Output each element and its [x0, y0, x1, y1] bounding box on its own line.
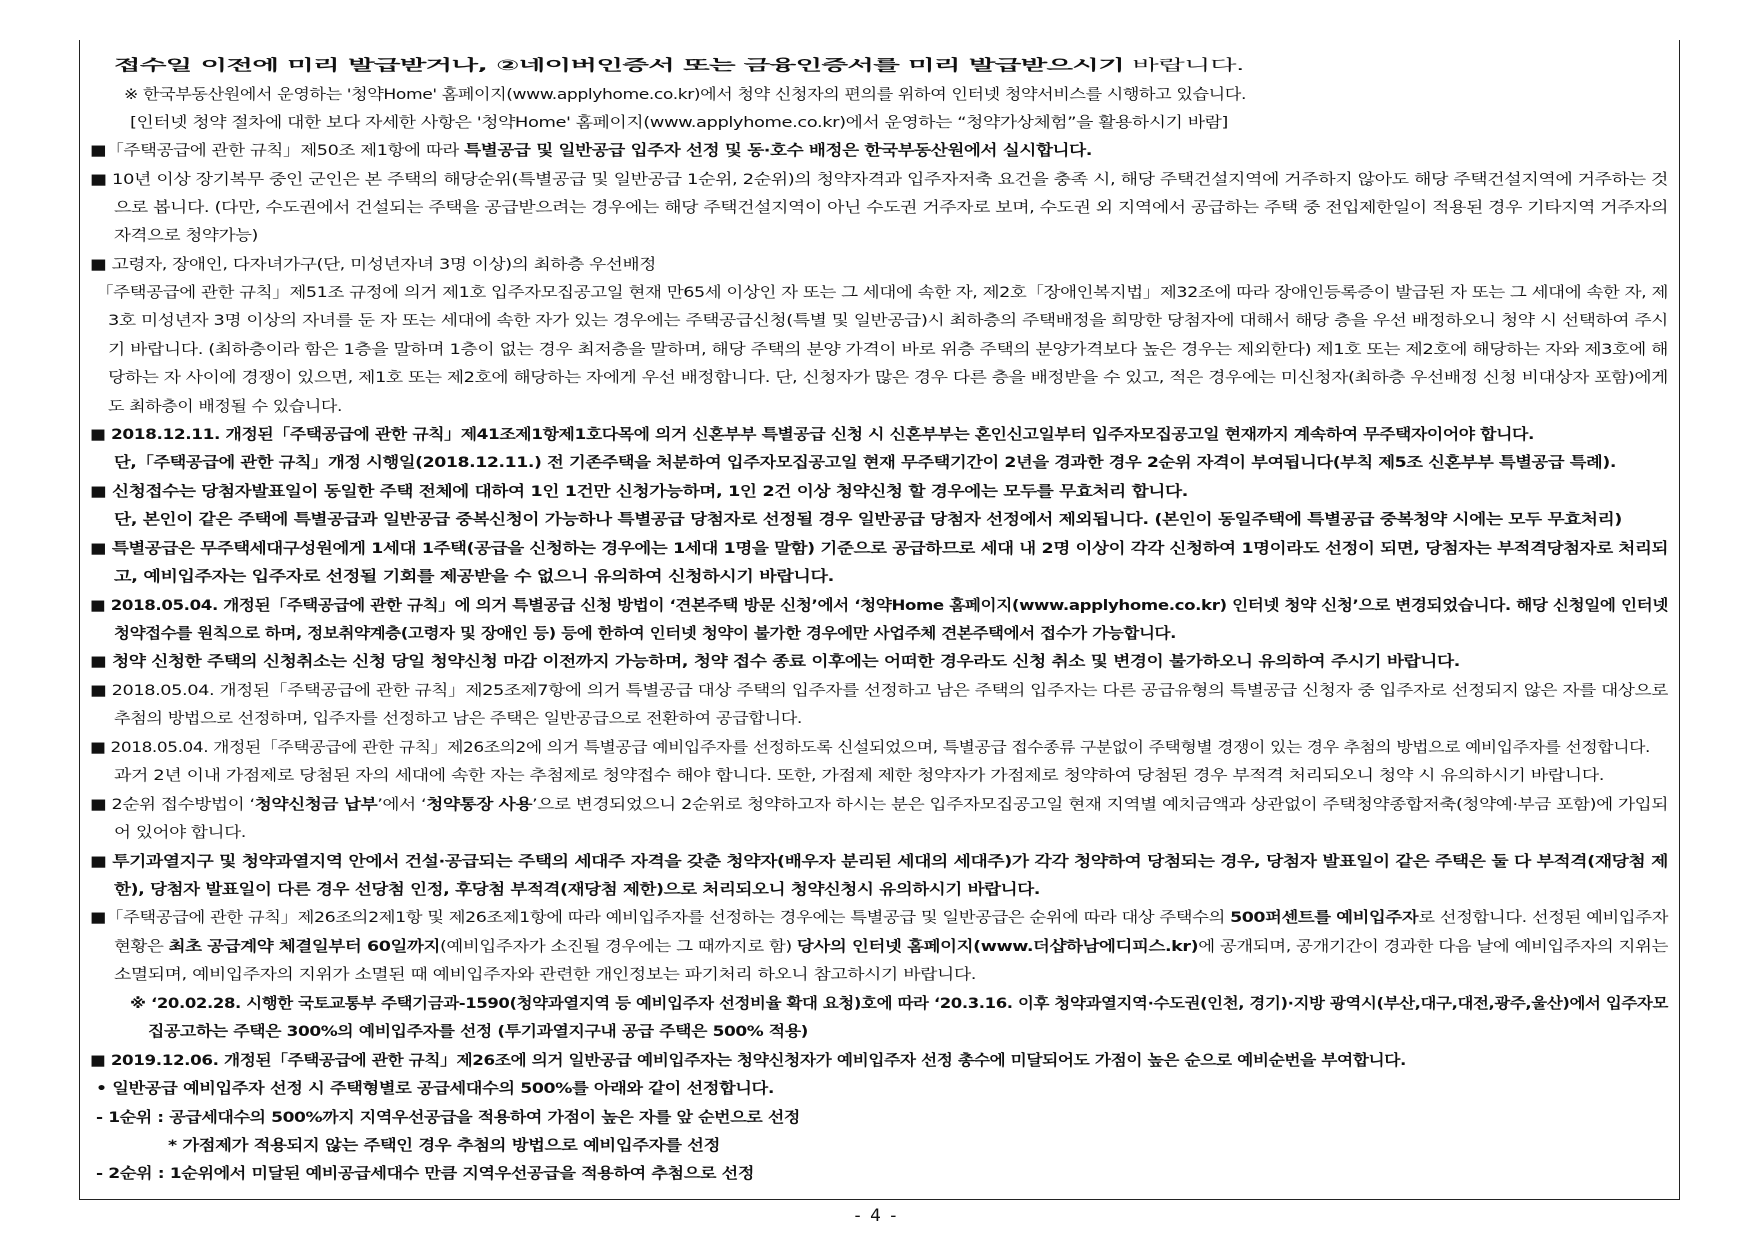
- notice-line: [90, 170, 1668, 190]
- notice-line: [90, 681, 1668, 701]
- notice-line-text: [114, 453, 1616, 473]
- notice-line-text: [108, 311, 1668, 331]
- text-run: 과거 2년 이내 가점제로 당첨된 자의 세대에 속한 자는 추첨제로 청약접수 해야 합니다. 또한, 가점제 제한 청약자가 가점제로 청약하여 당첨된 경우 부적격 처리되오니 청약 시 유의하시기 바랍니다.: [114, 767, 1604, 784]
- notice-line: [108, 368, 1668, 388]
- notice-line: [90, 795, 1668, 815]
- text-run: 소멸되며, 예비입주자의 지위가 소멸된 때 예비입주자와 관련한 개인정보는 파기처리 하오니 참고하시기 바랍니다.: [114, 966, 976, 983]
- notice-line-text: [90, 425, 1534, 445]
- text-run: ’에서 ‘: [377, 796, 427, 813]
- bold-text: - 2순위 : 1순위에서 미달된 예비공급세대수 만큼 지역우선공급을 적용하여 추첨으로 선정: [96, 1165, 754, 1182]
- notice-line: [90, 425, 1534, 445]
- notice-line-text: [96, 1108, 800, 1128]
- notice-line: [96, 1108, 800, 1128]
- bold-text: ■ 신청접수는 당첨자발표일이 동일한 주택 전체에 대하여 1인 1건만 신청가능하며, 1인 2건 이상 청약신청 할 경우에는 모두를 무효처리 합니다.: [90, 483, 1188, 500]
- bold-text: 한), 당첨자 발표일이 다른 경우 선당첨 인정, 후당첨 부적격(재당첨 제한)으로 처리되오니 청약신청시 유의하시기 바랍니다.: [114, 881, 1040, 898]
- notice-line: [90, 255, 656, 275]
- notice-line-text: [114, 766, 1604, 786]
- text-run: 어 있어야 합니다.: [114, 824, 246, 841]
- notice-line: [114, 937, 1668, 957]
- text-run: ■「주택공급에 관한 규칙」제50조 제1항에 따라: [90, 142, 465, 159]
- notice-line-text: [148, 1022, 808, 1042]
- text-run: (예비입주자가 소진될 경우에는 그 때까지로 함): [439, 938, 797, 955]
- notice-line-text: [168, 1136, 720, 1156]
- notice-line: [90, 738, 1650, 758]
- notice-line-text: [114, 709, 802, 729]
- notice-line: [124, 85, 1246, 105]
- text-run: 3호 미성년자 3명 이상의 자녀를 둔 자 또는 세대에 속한 자가 있는 경우에는 주택공급신청(특별 및 일반공급)시 최하층의 주택배정을 희망한 당첨자에 대해서 해당 층을 우선 배정하오니 청약 시 선택하여 주시: [108, 312, 1668, 329]
- notice-line: [114, 453, 1616, 473]
- text-run: 현황은: [114, 938, 169, 955]
- bold-text: ■ 2019.12.06. 개정된「주택공급에 관한 규칙」제26조에 의거 일반공급 예비입주자는 청약신청자가 예비입주자 선정 총수에 미달되어도 가점이 높은 순으로 예비순번을 부여합니다.: [90, 1052, 1406, 1069]
- notice-line-text: [90, 652, 1460, 672]
- bold-text: 청약신청금 납부: [254, 796, 378, 813]
- notice-line-text: [90, 1051, 1406, 1071]
- notice-line: [90, 1051, 1406, 1071]
- notice-line-text: [114, 965, 976, 985]
- notice-line: [90, 652, 1460, 672]
- text-run: 바랍니다.: [1124, 57, 1244, 74]
- text-run: 추첨의 방법으로 선정하며, 입주자를 선정하고 남은 주택은 일반공급으로 전환하여 공급합니다.: [114, 710, 802, 727]
- text-run: 당하는 자 사이에 경쟁이 있으면, 제1호 또는 제2호에 해당하는 자에게 우선 배정합니다. 단, 신청자가 많은 경우 다른 층을 배정받을 수 있고, 적은 경우에는 미신청자(최하층 우선배정 신청 비대상자 포함)에게: [108, 369, 1668, 386]
- text-run: 로 선정합니다. 선정된 예비입주자: [1418, 909, 1668, 926]
- text-run: 자격으로 청약가능): [114, 227, 258, 244]
- notice-line: [114, 965, 976, 985]
- notice-line: [114, 709, 802, 729]
- notice-line: [90, 596, 1668, 616]
- notice-line: [90, 852, 1668, 872]
- text-run: 「주택공급에 관한 규칙」제51조 규정에 의거 제1호 입주자모집공고일 현재 만65세 이상인 자 또는 그 세대에 속한 자, 제2호「장애인복지법」제32조에 따라 장애인등록증이 발급된 자 또는 그 세대에 속한 자, 제: [96, 284, 1668, 301]
- notice-line: [108, 397, 342, 417]
- notice-line-text: [90, 539, 1668, 559]
- notice-line-text: [96, 283, 1668, 303]
- notice-line: [114, 226, 258, 246]
- text-run: ’으로 변경되었으니 2순위로 청약하고자 하시는 분은 입주자모집공고일 현재 지역별 예치금액과 상관없이 주택청약종합저축(청약예·부금 포함)에 가입되: [532, 796, 1668, 813]
- notice-line: [108, 340, 1669, 360]
- notice-line-text: [90, 908, 1668, 928]
- notice-line-text: [90, 482, 1188, 502]
- notice-line: [114, 510, 1622, 530]
- notice-line: [114, 56, 1244, 76]
- notice-line: [96, 283, 1668, 303]
- bold-text: 청약접수를 원칙으로 하며, 정보취약계층(고령자 및 장애인 등) 등에 한하여 인터넷 청약이 불가한 경우에만 사업주체 견본주택에서 접수가 가능합니다.: [114, 625, 1176, 642]
- text-run: 도 최하층이 배정될 수 있습니다.: [108, 398, 342, 415]
- text-run: ■ 2018.05.04. 개정된「주택공급에 관한 규칙」제25조제7항에 의거 특별공급 대상 주택의 입주자를 선정하고 남은 주택의 입주자는 다른 공급유형의 특별공급 신청자 중 입주자로 선정되지 않은 자를 대상으로: [90, 682, 1668, 699]
- notice-line-text: [114, 567, 834, 587]
- notice-line-text: [90, 255, 656, 275]
- notice-line-text: [114, 937, 1668, 957]
- notice-line-text: [124, 85, 1246, 105]
- bold-text: 최초 공급계약 체결일부터 60일까지: [168, 938, 440, 955]
- notice-line: [148, 1022, 808, 1042]
- notice-line-text: [96, 1164, 754, 1184]
- notice-line: [114, 880, 1040, 900]
- notice-line-text: [114, 624, 1176, 644]
- bold-text: 고, 예비입주자는 입주자로 선정될 기회를 제공받을 수 없으니 유의하여 신청하시기 바랍니다.: [114, 568, 834, 585]
- bold-text: - 1순위 : 공급세대수의 500%까지 지역우선공급을 적용하여 가점이 높은 자를 앞 순번으로 선정: [96, 1109, 800, 1126]
- notice-line-text: [130, 113, 1228, 133]
- text-run: ■ 10년 이상 장기복무 중인 군인은 본 주택의 해당순위(특별공급 및 일반공급 1순위, 2순위)의 청약자격과 입주자저축 요건을 충족 시, 해당 주택건설지역에 거주하지 않아도 해당 주택건설지역에 거주하는 것: [90, 171, 1668, 188]
- notice-line-text: [114, 510, 1622, 530]
- notice-line-text: [114, 226, 258, 246]
- notice-line-text: [114, 56, 1244, 76]
- bold-text: 단,「주택공급에 관한 규칙」개정 시행일(2018.12.11.) 전 기존주택을 처분하여 입주자모집공고일 현재 무주택기간이 2년을 경과한 경우 2순위 자격이 부여됩니다(부칙 제5조 신혼부부 특별공급 특례).: [114, 454, 1616, 471]
- notice-line: [114, 567, 834, 587]
- text-run: ■ 2순위 접수방법이 ‘: [90, 796, 255, 813]
- bold-text: ■ 청약 신청한 주택의 신청취소는 신청 당일 청약신청 마감 이전까지 가능하며, 청약 접수 종료 이후에는 어떠한 경우라도 신청 취소 및 변경이 불가하오니 유의하여 주시기 바랍니다.: [90, 653, 1460, 670]
- text-run: ■ 2018.05.04. 개정된「주택공급에 관한 규칙」제26조의2에 의거 특별공급 예비입주자를 선정하도록 신설되었으며, 특별공급 접수종류 구분없이 주택형별 경쟁이 있는 경우 추첨의 방법으로 예비입주자를 선정합니다.: [90, 739, 1650, 756]
- notice-line: [114, 766, 1604, 786]
- notice-line-text: [114, 823, 246, 843]
- page-number: - 4 -: [854, 1206, 899, 1226]
- bold-text: 집공고하는 주택은 300%의 예비입주자를 선정 (투기과열지구내 공급 주택은 500% 적용): [148, 1023, 808, 1040]
- notice-line-text: [108, 368, 1668, 388]
- notice-line-text: [114, 198, 1668, 218]
- notice-line-text: [96, 1079, 774, 1099]
- text-run: 기 바랍니다. (최하층이라 함은 1층을 말하며 1층이 없는 경우 최저층을 말하며, 해당 주택의 분양 가격이 바로 위층 주택의 분양가격보다 높은 경우는 제외한다) 제1호 또는 제2호에 해당하는 자와 제3호에 해: [108, 341, 1669, 358]
- text-run: ■「주택공급에 관한 규칙」제26조의2제1항 및 제26조제1항에 따라 예비입주자를 선정하는 경우에는 특별공급 및 일반공급은 순위에 따라 대상 주택수의: [90, 909, 1231, 926]
- bold-text: 500퍼센트를 예비입주자: [1230, 909, 1419, 926]
- bold-text: ■ 투기과열지구 및 청약과열지역 안에서 건설·공급되는 주택의 세대주 자격을 갖춘 청약자(배우자 분리된 세대의 세대주)가 각각 청약하여 당첨되는 경우, 당첨자 발표일이 같은 주택은 둘 다 부적격(재당첨 제: [90, 853, 1668, 870]
- notice-line: [96, 1164, 754, 1184]
- text-run: 에 공개되며, 공개기간이 경과한 다음 날에 예비입주자의 지위는: [1198, 938, 1668, 955]
- notice-line: [130, 994, 1668, 1014]
- notice-line-text: [90, 738, 1650, 758]
- notice-line: [114, 198, 1668, 218]
- notice-line: [108, 311, 1668, 331]
- bold-text: ■ 2018.05.04. 개정된「주택공급에 관한 규칙」에 의거 특별공급 신청 방법이 ‘견본주택 방문 신청’에서 ‘청약Home 홈페이지(www.applyhome.co.kr) 인터넷 청약 신청’으로 변경되었습니다. 해당 신청일에 인터넷: [90, 597, 1668, 614]
- bold-text: 당사의 인터넷 홈페이지(www.더샵하남에디피스.kr): [796, 938, 1199, 955]
- bold-text: 청약통장 사용: [426, 796, 533, 813]
- bold-text: ■ 2018.12.11. 개정된「주택공급에 관한 규칙」제41조제1항제1호다목에 의거 신혼부부 특별공급 신청 시 신혼부부는 혼인신고일부터 입주자모집공고일 현재까지 계속하여 무주택자이어야 합니다.: [90, 426, 1534, 443]
- notice-line-text: [108, 340, 1668, 360]
- notice-line-text: [90, 141, 1092, 161]
- notice-line-text: [90, 596, 1668, 616]
- notice-line-text: [130, 994, 1668, 1014]
- text-run: [인터넷 청약 절차에 대한 보다 자세한 사항은 '청약Home' 홈페이지(www.applyhome.co.kr)에서 운영하는 “청약가상체험”을 활용하시기 바람]: [130, 114, 1228, 131]
- notice-line-text: [108, 397, 342, 417]
- bold-text: ※ ‘20.02.28. 시행한 국토교통부 주택기금과-1590(청약과열지역 등 예비입주자 선정비율 확대 요청)호에 따라 ‘20.3.16. 이후 청약과열지역·수도권(인천, 경기)·지방 광역시(부산,대구,대전,광주,울산)에서 입주자모: [130, 995, 1668, 1012]
- notice-line-text: [90, 852, 1668, 872]
- notice-line-text: [90, 795, 1668, 815]
- text-run: ※ 한국부동산원에서 운영하는 '청약Home' 홈페이지(www.applyhome.co.kr)에서 청약 신청자의 편의를 위하여 인터넷 청약서비스를 시행하고 있습니다.: [124, 86, 1246, 103]
- bold-text: 특별공급 및 일반공급 입주자 선정 및 동·호수 배정은 한국부동산원에서 실시합니다.: [464, 142, 1092, 159]
- text-run: ■ 고령자, 장애인, 다자녀가구(단, 미성년자녀 3명 이상)의 최하층 우선배정: [90, 256, 656, 273]
- notice-line-text: [114, 880, 1040, 900]
- notice-line-text: [90, 170, 1668, 190]
- bold-text: • 일반공급 예비입주자 선정 시 주택형별로 공급세대수의 500%를 아래와 같이 선정합니다.: [96, 1080, 774, 1097]
- notice-line: [114, 624, 1176, 644]
- notice-line: [96, 1079, 774, 1099]
- notice-line-text: [90, 681, 1668, 701]
- bold-text: * 가점제가 적용되지 않는 주택인 경우 추첨의 방법으로 예비입주자를 선정: [168, 1137, 720, 1154]
- notice-line: [90, 141, 1092, 161]
- notice-line: [130, 113, 1228, 133]
- notice-line: [90, 908, 1668, 928]
- bold-text: ■ 특별공급은 무주택세대구성원에게 1세대 1주택(공급을 신청하는 경우에는 1세대 1명을 말함) 기준으로 공급하므로 세대 내 2명 이상이 각각 신청하여 1명이라도 선정이 되면, 당첨자는 부적격당첨자로 처리되: [90, 540, 1668, 557]
- text-run: 으로 봅니다. (다만, 수도권에서 건설되는 주택을 공급받으려는 경우에는 해당 주택건설지역이 아닌 수도권 거주자로 보며, 수도권 외 지역에서 공급하는 주택 중 전입제한일이 적용된 경우 기타지역 거주자의: [114, 199, 1668, 216]
- bold-text: 접수일 이전에 미리 발급받거나, ②네이버인증서 또는 금융인증서를 미리 발급받으시기: [114, 57, 1125, 74]
- notice-line: [168, 1136, 720, 1156]
- notice-line: [90, 482, 1188, 502]
- notice-line: [114, 823, 246, 843]
- notice-line: [90, 539, 1668, 559]
- bold-text: 단, 본인이 같은 주택에 특별공급과 일반공급 중복신청이 가능하나 특별공급 당첨자로 선정될 경우 일반공급 당첨자 선정에서 제외됩니다. (본인이 동일주택에 특별공급 중복청약 시에는 모두 무효처리): [114, 511, 1622, 528]
